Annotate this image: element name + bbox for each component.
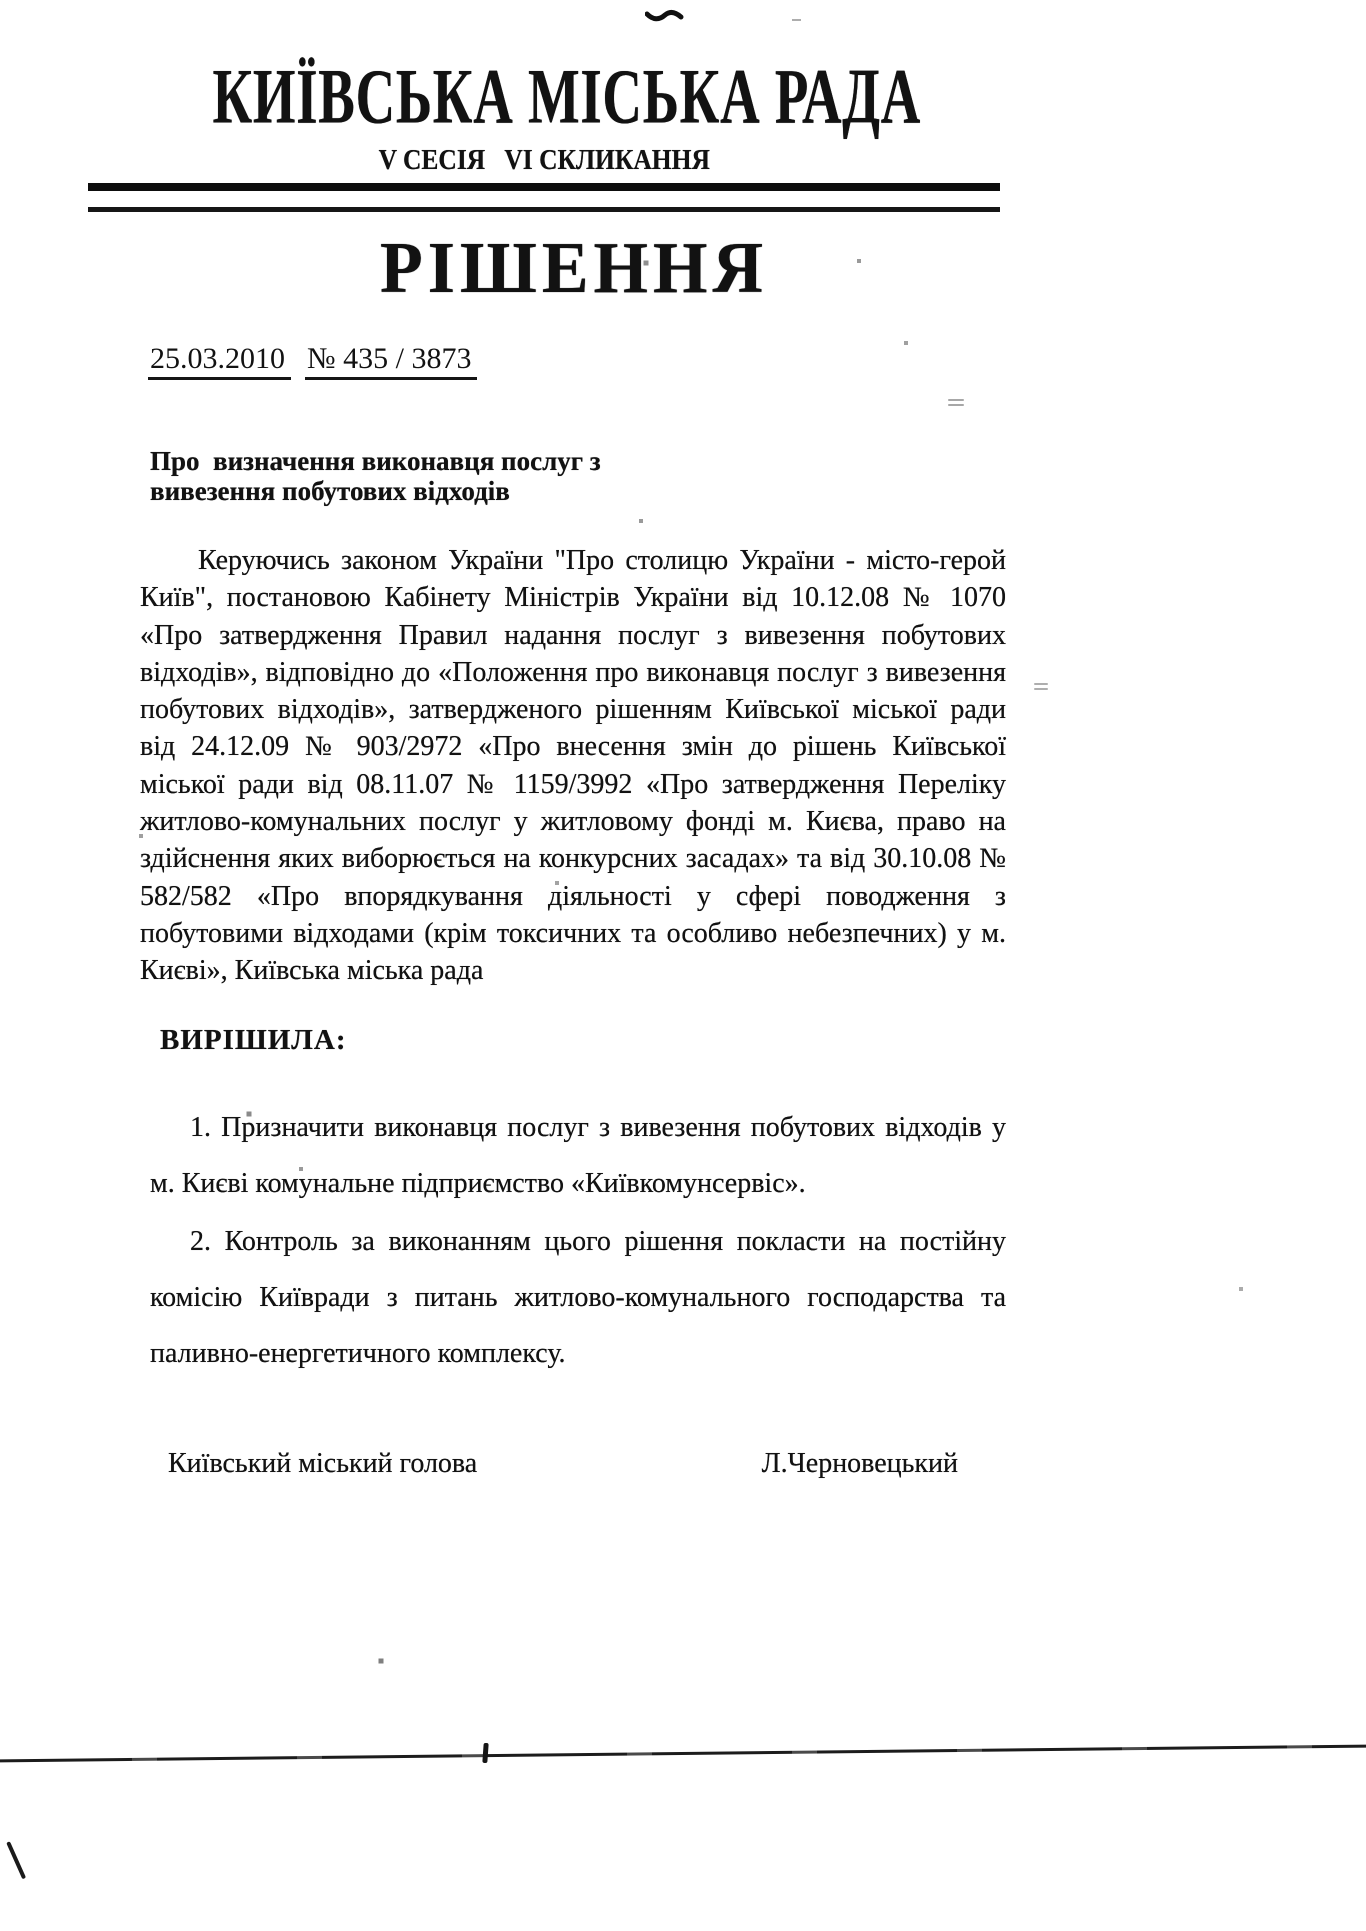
document-number: № 435 / 3873 [305,342,477,380]
organization-header [88,53,1000,141]
session-header [88,146,1000,175]
document-title-row [118,227,1030,309]
scan-artifact-right-margin-2 [1034,680,1048,688]
document-date: 25.03.2010 [148,342,291,380]
scan-squiggle-mark [645,8,689,26]
scan-streak-line [0,1745,1366,1763]
subject-line-2: вивезення побутових відходів [150,476,510,506]
scan-corner-stroke [6,1841,26,1879]
scan-dash-mark [792,19,801,21]
subject-line-1: Про визначення виконавця послуг з [150,446,601,476]
header-divider-rule [88,183,1000,212]
scan-tick-mark [482,1743,488,1763]
preamble-paragraph: Керуючись законом України "Про столицю України - місто-герой Київ", постановою Кабінету Міністрів України від 10.12.08 № 1070 «Про затвердження Правил надання послуг з вивезення побутових відходів», відповідно до «Положення про виконавця послуг з вивезення побутових відходів», затвердженого рішенням Київської міської ради від 24.12.09 № 903/2972 «Про внесення змін до рішень Київської міської ради від 08.11.07 № 1159/3992 «Про затвердження Переліку житлово-комунальних послуг у житловому фонді м. Києва, право на здійснення яких виборюється на конкурсних засадах» та від 30.10.08 № 582/582 «Про впорядкування діяльності у сфері поводження з побутовими відходами (крім токсичних та особливо небезпечних) у м. Києві», Київська міська рада [140,545,1006,987]
resolution-item-2: 2. Контроль за виконанням цього рішення покласти на постійну комісію Київради з питань житлово-комунального господарства та паливно-енергетичного комплексу. [150,1226,1006,1369]
document-title: РІШЕННЯ [379,227,768,309]
scan-specks [0,0,2,2]
subject-block [150,446,710,506]
session-text: V СЕСІЯ VI СКЛИКАННЯ [378,144,710,176]
date-number-line [148,341,477,377]
signatory-position: Київський міський голова [168,1448,478,1479]
signatory-name: Л.Черновецький [761,1448,958,1479]
organization-name: КИЇВСЬКА МІСЬКА РАДА [212,53,921,141]
resolution-item-1: 1. Призначити виконавця послуг з вивезення побутових відходів у м. Києві комунальне підприємство «Київкомунсервіс». [150,1112,1006,1199]
signature-row [140,1448,1006,1480]
header-divider-gap [88,192,1000,194]
scan-artifact-right-margin [948,396,964,404]
resolution-heading: ВИРІШИЛА: [160,1024,347,1056]
